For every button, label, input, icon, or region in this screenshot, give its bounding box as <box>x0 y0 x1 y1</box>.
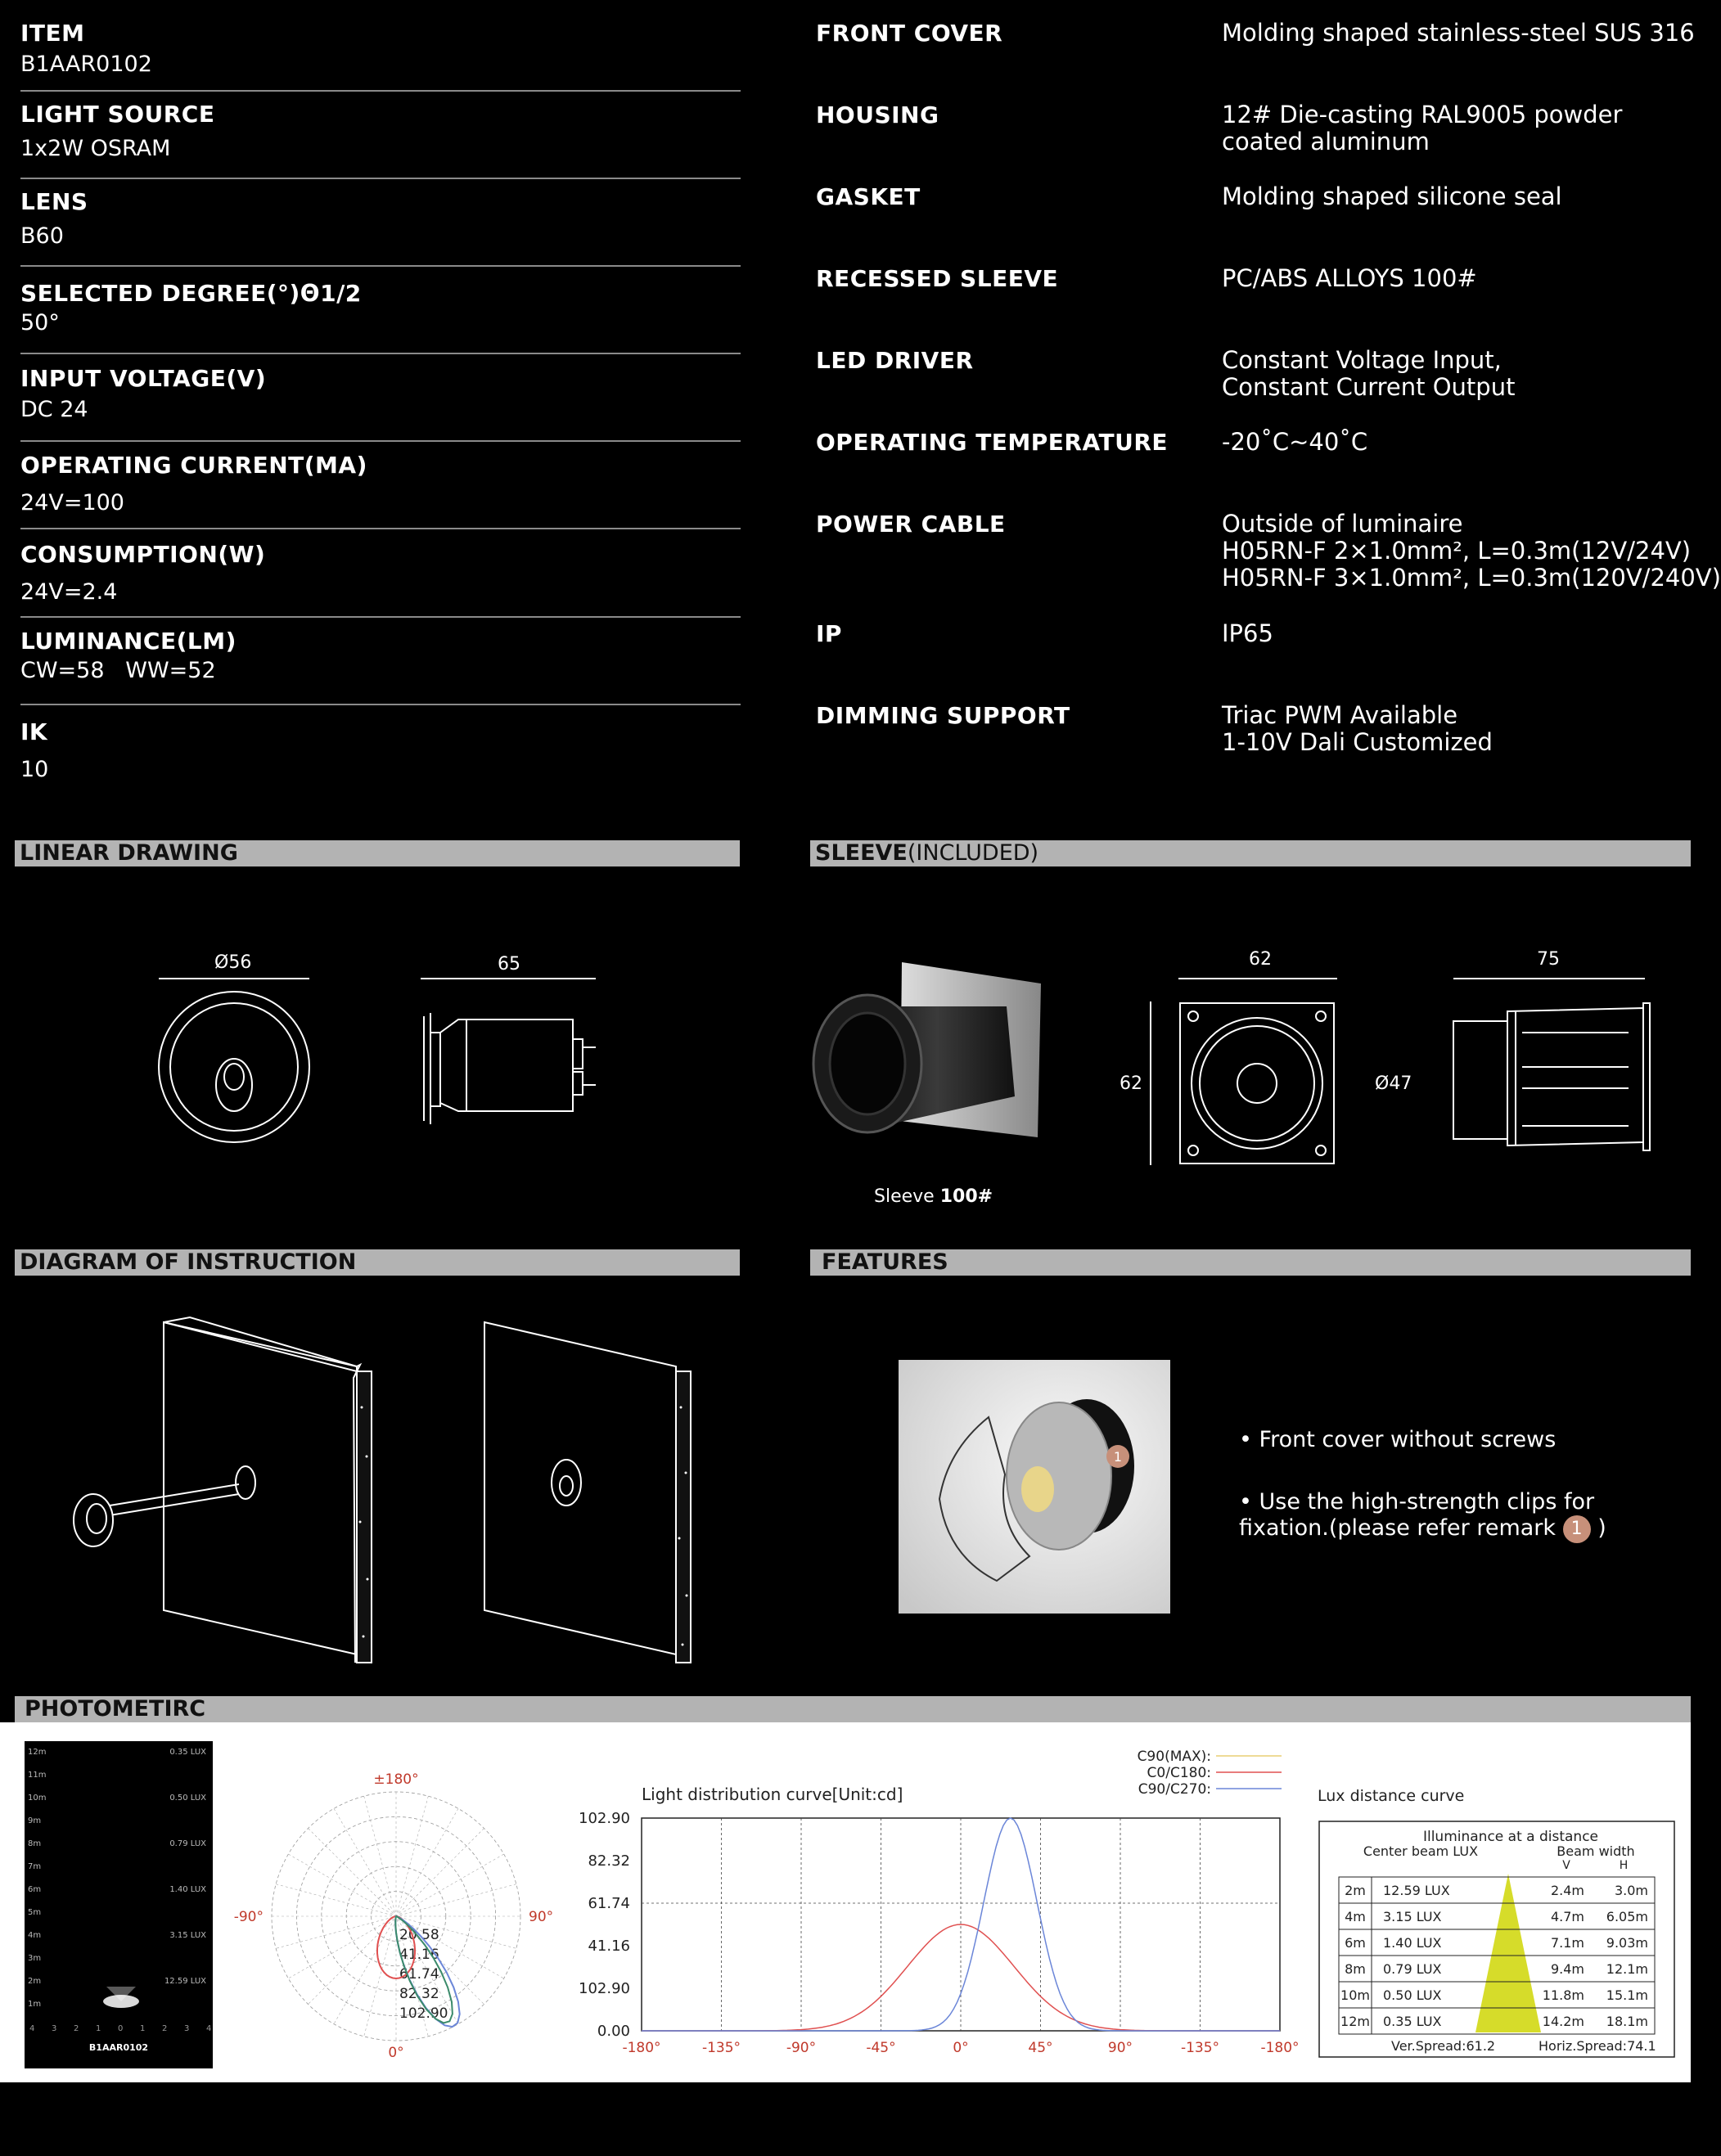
polar-label-top: ±180° <box>373 1771 419 1788</box>
feature-photo <box>899 1360 1170 1614</box>
lux-width-v: 11.8m <box>1542 1987 1584 2003</box>
spec-value: 50° <box>20 310 60 335</box>
lux-width-v: 9.4m <box>1550 1961 1584 1977</box>
legend-label: C90/C270: <box>1138 1781 1211 1798</box>
lux-width-h: 6.05m <box>1606 1909 1648 1924</box>
beam-x-tick: 4 <box>29 2024 35 2033</box>
beam-y-tick: 2m <box>28 1977 42 1986</box>
curve-title: Light distribution curve[Unit:cd] <box>642 1785 903 1804</box>
beam-lux-label: 12.59 LUX <box>164 1977 206 1986</box>
spec-value: 24V=100 <box>20 490 124 515</box>
curve-y-label: 61.74 <box>588 1895 630 1912</box>
beam-lux-label: 0.50 LUX <box>169 1794 206 1803</box>
spec-label: ITEM <box>20 20 85 47</box>
svg-text:1: 1 <box>1113 1449 1123 1465</box>
beam-x-tick: 3 <box>184 2024 190 2033</box>
section-bar-linear <box>15 840 740 866</box>
curve-x-label: -135° <box>701 2040 741 2056</box>
lux-distance: 12m <box>1340 2014 1370 2029</box>
lux-distance: 6m <box>1345 1935 1366 1951</box>
beam-y-tick: 3m <box>28 1954 42 1963</box>
polar-chart <box>233 1758 565 2068</box>
spec-item <box>20 188 741 249</box>
beam-y-tick: 8m <box>28 1839 42 1848</box>
beam-y-tick: 11m <box>28 1771 47 1780</box>
lux-distance: 10m <box>1340 1987 1370 2003</box>
remark-badge: 1 <box>1563 1515 1591 1543</box>
lux-title: Lux distance curve <box>1318 1787 1465 1805</box>
spec-value: Constant Voltage Input, Constant Current Output <box>1222 346 1516 401</box>
legend-label: C0/C180: <box>1147 1765 1211 1781</box>
sleeve-length: 75 <box>1537 949 1560 970</box>
beam-y-tick: 7m <box>28 1862 42 1871</box>
dimension-depth: 65 <box>498 954 520 974</box>
beam-x-tick: 2 <box>162 2024 168 2033</box>
spec-value: 24V=2.4 <box>20 579 118 605</box>
beam-y-tick: 4m <box>28 1931 42 1940</box>
spec-value: CW=58 WW=52 <box>20 658 216 683</box>
spec-value: Triac PWM Available 1-10V Dali Customized <box>1222 701 1493 756</box>
lux-value: 3.15 LUX <box>1383 1909 1442 1924</box>
feature-item: • Use the high-strength clips for <box>1239 1489 1595 1515</box>
beam-x-tick: 0 <box>118 2024 124 2033</box>
lux-width-v: 4.7m <box>1550 1909 1584 1924</box>
section-subtitle: (INCLUDED) <box>907 840 1039 866</box>
spec-item <box>20 541 741 605</box>
curve-x-label: -180° <box>622 2040 661 2056</box>
lux-hor-spread: Horiz.Spread:74.1 <box>1539 2038 1656 2054</box>
curve-x-label: -135° <box>1180 2040 1220 2056</box>
spec-value: -20˚C~40˚C <box>1222 428 1368 456</box>
curve-y-label: 82.32 <box>588 1852 630 1870</box>
lux-value: 12.59 LUX <box>1383 1883 1450 1898</box>
beam-y-tick: 9m <box>28 1816 42 1825</box>
beam-y-tick: 6m <box>28 1885 42 1894</box>
beam-y-tick: 5m <box>28 1908 42 1917</box>
beam-y-tick: 10m <box>28 1794 47 1803</box>
spec-label: IK <box>20 718 48 745</box>
spec-value: B60 <box>20 223 64 249</box>
curve-x-label: 0° <box>953 2040 969 2056</box>
linear-drawing <box>147 965 622 1178</box>
lux-table <box>1318 1816 1678 2062</box>
beam-x-tick: 3 <box>52 2024 57 2033</box>
lux-width-h: 12.1m <box>1606 1961 1648 1977</box>
beam-x-tick: 4 <box>206 2024 212 2033</box>
curve-legend <box>1138 1749 1282 1798</box>
lux-header-h: H <box>1619 1859 1629 1872</box>
lux-value: 1.40 LUX <box>1383 1935 1442 1951</box>
lux-value: 0.35 LUX <box>1383 2014 1442 2029</box>
section-bar-photometric <box>15 1696 1691 1722</box>
distribution-chart <box>573 1743 1309 2070</box>
section-bar-features <box>810 1249 1691 1276</box>
curve-y-label: 0.00 <box>597 2023 630 2040</box>
spec-item <box>20 452 741 515</box>
section-title: PHOTOMETIRC <box>25 1696 206 1722</box>
section-bar-diagram <box>15 1249 740 1276</box>
spec-item <box>20 20 741 77</box>
lux-header-beam: Beam width <box>1557 1843 1635 1859</box>
section-title: DIAGRAM OF INSTRUCTION <box>20 1249 357 1275</box>
lux-distance: 4m <box>1345 1909 1366 1924</box>
polar-label-bottom: 0° <box>388 2045 404 2061</box>
polar-ring-label: 102.90 <box>399 2005 448 2022</box>
lux-width-v: 14.2m <box>1542 2014 1584 2029</box>
spec-value: 10 <box>20 757 49 782</box>
beam-y-tick: 12m <box>28 1748 47 1757</box>
lux-ver-spread: Ver.Spread:61.2 <box>1391 2038 1496 2054</box>
spec-value: Molding shaped silicone seal <box>1222 182 1562 210</box>
spec-item <box>20 101 741 161</box>
curve-y-label: 41.16 <box>588 1938 630 1955</box>
sleeve-caption-text: Sleeve <box>874 1186 940 1207</box>
polar-ring-label: 41.16 <box>399 1947 439 1963</box>
spec-label: LIGHT SOURCE <box>20 101 215 128</box>
polar-label-left: -90° <box>233 1909 264 1925</box>
spec-value: 12# Die-casting RAL9005 powder coated aluminum <box>1222 101 1623 155</box>
spec-label: LUMINANCE(LM) <box>20 628 237 655</box>
spec-label: OPERATING TEMPERATURE <box>816 429 1169 456</box>
spec-item <box>20 718 741 782</box>
sleeve-caption-bold: 100# <box>939 1186 993 1207</box>
spec-label: LENS <box>20 188 88 215</box>
feature-item: • Front cover without screws <box>1239 1427 1557 1452</box>
spec-label: RECESSED SLEEVE <box>816 265 1059 292</box>
feature-text: ) <box>1597 1515 1606 1541</box>
lux-width-h: 9.03m <box>1606 1935 1648 1951</box>
spec-value: 1x2W OSRAM <box>20 136 171 161</box>
spec-label: INPUT VOLTAGE(V) <box>20 365 267 392</box>
lux-value: 0.50 LUX <box>1383 1987 1442 2003</box>
lux-value: 0.79 LUX <box>1383 1961 1442 1977</box>
curve-y-label: 102.90 <box>579 1810 630 1827</box>
sleeve-caption <box>874 1186 993 1207</box>
lux-width-h: 3.0m <box>1614 1883 1648 1898</box>
spec-label: POWER CABLE <box>816 511 1006 538</box>
beam-lux-label: 1.40 LUX <box>169 1885 206 1894</box>
section-bar-sleeve <box>810 840 1691 866</box>
curve-x-label: -90° <box>786 2040 817 2056</box>
polar-ring-label: 20.58 <box>399 1927 439 1943</box>
curve-x-label: 90° <box>1107 2040 1133 2056</box>
lux-width-h: 18.1m <box>1606 2014 1648 2029</box>
curve-x-axis <box>622 2040 1299 2056</box>
lux-header-center: Center beam LUX <box>1363 1843 1479 1859</box>
curve-x-label: 45° <box>1028 2040 1053 2056</box>
lux-width-v: 2.4m <box>1550 1883 1584 1898</box>
lux-width-h: 15.1m <box>1606 1987 1648 2003</box>
spec-value: DC 24 <box>20 397 88 422</box>
spec-label: SELECTED DEGREE(°)Θ1/2 <box>20 280 362 307</box>
spec-label: HOUSING <box>816 101 939 128</box>
section-title: LINEAR DRAWING <box>20 840 238 866</box>
section-title: FEATURES <box>822 1249 948 1275</box>
spec-label: CONSUMPTION(W) <box>20 541 266 568</box>
curve-y-label: 102.90 <box>579 1980 630 1997</box>
spec-value: B1AAR0102 <box>20 52 152 77</box>
beam-x-tick: 2 <box>74 2024 79 2033</box>
spec-value: Molding shaped stainless-steel SUS 316 <box>1222 19 1695 47</box>
beam-y-tick: 1m <box>28 2000 42 2009</box>
polar-label-right: 90° <box>529 1909 554 1925</box>
spec-label: LED DRIVER <box>816 347 974 374</box>
sleeve-height: 62 <box>1120 1073 1142 1094</box>
sleeve-drawing <box>1138 965 1661 1178</box>
beam-lux-label: 3.15 LUX <box>169 1931 206 1940</box>
instruction-diagram <box>49 1309 704 1669</box>
beam-x-tick: 1 <box>140 2024 146 2033</box>
wall-speckle <box>359 1407 688 1646</box>
dimension-diameter: Ø56 <box>214 952 252 973</box>
feature-item-line2 <box>1239 1515 1606 1543</box>
feature-text: fixation.(please refer remark <box>1239 1515 1557 1541</box>
spec-item <box>20 280 741 335</box>
curve-x-label: -45° <box>866 2040 896 2056</box>
lux-header-v: V <box>1562 1859 1570 1872</box>
lux-distance: 2m <box>1345 1883 1366 1898</box>
lux-width-v: 7.1m <box>1550 1935 1584 1951</box>
polar-ring-label: 82.32 <box>399 1986 439 2002</box>
sleeve-photo <box>810 957 1056 1162</box>
spec-label: DIMMING SUPPORT <box>816 702 1070 729</box>
lux-distance: 8m <box>1345 1961 1366 1977</box>
spec-label: OPERATING CURRENT(MA) <box>20 452 367 479</box>
spec-value: PC/ABS ALLOYS 100# <box>1222 264 1477 292</box>
beam-lux-label: 0.35 LUX <box>169 1748 206 1757</box>
legend-label: C90(MAX): <box>1137 1749 1211 1765</box>
beam-panel <box>25 1741 213 2068</box>
spec-value: IP65 <box>1222 619 1273 647</box>
polar-ring-label: 61.74 <box>399 1966 439 1983</box>
spec-value: Outside of luminaire H05RN-F 2×1.0mm², L=0.3m(12V/24V) H05RN-F 3×1.0mm², L=0.3m(120V/240V) <box>1222 510 1721 592</box>
beam-lux-label: 0.79 LUX <box>169 1839 206 1848</box>
section-title: SLEEVE <box>815 840 908 866</box>
beam-product-name: B1AAR0102 <box>88 2042 149 2053</box>
beam-x-tick: 1 <box>96 2024 101 2033</box>
spec-label: FRONT COVER <box>816 20 1003 47</box>
curve-y-axis <box>579 1810 630 2040</box>
spec-label: GASKET <box>816 183 921 210</box>
curve-x-label: -180° <box>1260 2040 1300 2056</box>
sleeve-width: 62 <box>1249 949 1272 970</box>
lux-header: Illuminance at a distance <box>1422 1829 1599 1845</box>
sleeve-diameter: Ø47 <box>1375 1073 1412 1094</box>
spec-item <box>20 628 741 683</box>
spec-item <box>20 365 741 422</box>
spec-label: IP <box>816 620 842 647</box>
